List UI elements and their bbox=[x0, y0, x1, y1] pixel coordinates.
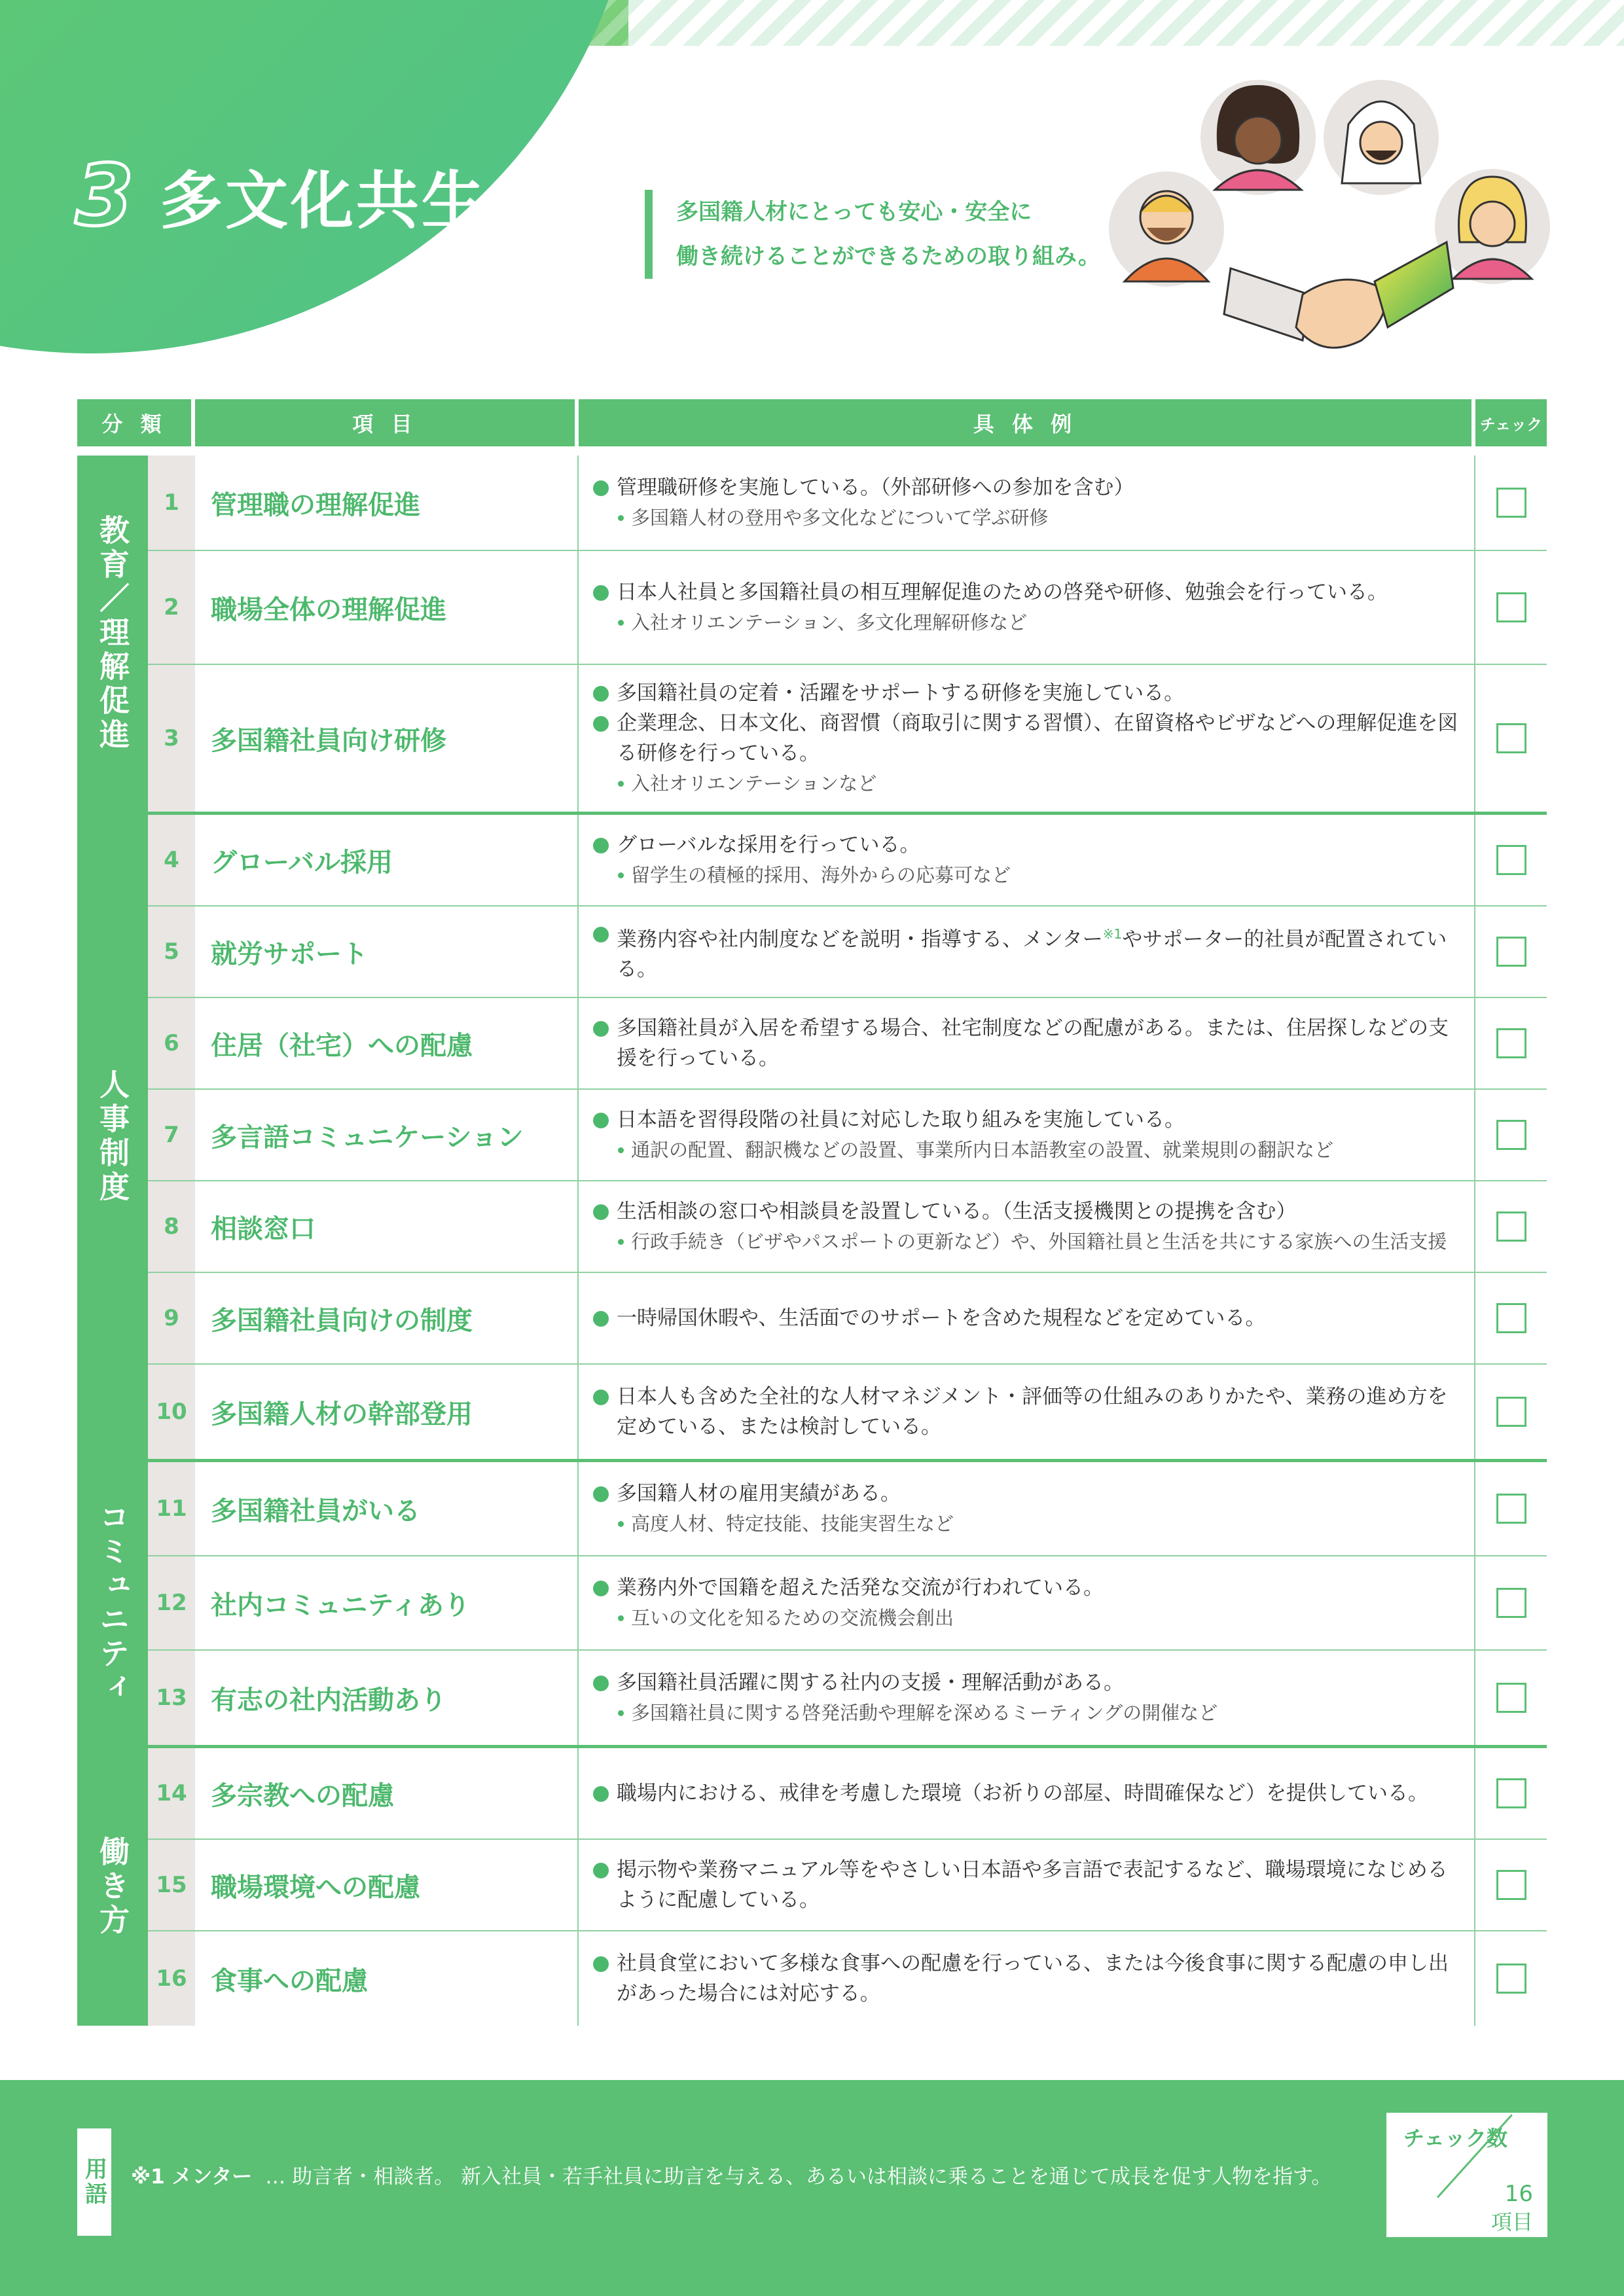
row-item: 相談窓口 bbox=[195, 1181, 579, 1272]
row-example bbox=[579, 1462, 1475, 1555]
example-bullet: 生活相談の窓口や相談員を設置している。（生活支援機関との提携を含む） bbox=[593, 1196, 1464, 1227]
example-bullet: 多国籍人材の雇用実績がある。 bbox=[593, 1479, 1464, 1509]
row-number: 7 bbox=[148, 1090, 195, 1180]
subtitle-line-1: 多国籍人材にとっても安心・安全に bbox=[676, 199, 1032, 225]
diverse-people-handshake-illustration bbox=[1106, 72, 1564, 373]
checkbox[interactable] bbox=[1496, 1683, 1526, 1713]
row-example bbox=[579, 998, 1475, 1088]
person-curly-hair-woman-icon bbox=[1200, 80, 1316, 195]
table-row bbox=[148, 1840, 1547, 1931]
row-example bbox=[579, 1273, 1475, 1363]
category-group bbox=[77, 1462, 1547, 1748]
row-example bbox=[579, 1748, 1475, 1839]
table-row bbox=[148, 1273, 1547, 1365]
row-example bbox=[579, 1556, 1475, 1649]
row-item: 多国籍社員向けの制度 bbox=[195, 1273, 579, 1363]
table-row bbox=[148, 1181, 1547, 1273]
checkbox[interactable] bbox=[1496, 845, 1526, 875]
table-body bbox=[77, 456, 1547, 2026]
check-cell bbox=[1475, 551, 1547, 664]
check-cell bbox=[1475, 1931, 1547, 2026]
table-row bbox=[148, 1931, 1547, 2026]
check-cell bbox=[1475, 1840, 1547, 1930]
page-title: 多文化共生 bbox=[160, 164, 488, 238]
check-cell bbox=[1475, 1462, 1547, 1555]
example-bullet: 掲示物や業務マニュアル等をやさしい日本語や多言語で表記するなど、職場環境になじめるように配慮している。 bbox=[593, 1855, 1464, 1915]
person-bearded-man-icon bbox=[1109, 171, 1224, 287]
checkbox[interactable] bbox=[1496, 1964, 1526, 1994]
example-bullet bbox=[593, 919, 1464, 984]
example-bullet: 業務内外で国籍を超えた活発な交流が行われている。 bbox=[593, 1573, 1464, 1603]
category-label: 人事制度 bbox=[77, 815, 148, 1459]
check-cell bbox=[1475, 665, 1547, 812]
glossary-definition: … 助言者・相談者。 新入社員・若手社員に助言を与える、あるいは相談に乗ることを通じて成長を促す人物を指す。 bbox=[265, 2165, 1332, 2189]
checkbox[interactable] bbox=[1496, 1778, 1526, 1808]
category-group bbox=[77, 456, 1547, 815]
example-sub-bullet: 入社オリエンテーションなど bbox=[593, 768, 1464, 798]
checkbox[interactable] bbox=[1496, 1120, 1526, 1150]
checkbox[interactable] bbox=[1496, 1494, 1526, 1524]
table-row bbox=[148, 1556, 1547, 1651]
check-cell bbox=[1475, 1181, 1547, 1272]
row-number: 11 bbox=[148, 1462, 195, 1555]
example-bullet: 多国籍社員の定着・活躍をサポートする研修を実施している。 bbox=[593, 678, 1464, 708]
example-sub-bullet: 通訳の配置、翻訳機などの設置、事業所内日本語教室の設置、就業規則の翻訳など bbox=[593, 1135, 1464, 1165]
check-cell bbox=[1475, 1748, 1547, 1839]
example-bullet: 多国籍社員活躍に関する社内の支援・理解活動がある。 bbox=[593, 1668, 1464, 1698]
row-item: 管理職の理解促進 bbox=[195, 456, 579, 550]
table-row bbox=[148, 551, 1547, 665]
row-number: 2 bbox=[148, 551, 195, 664]
checkbox[interactable] bbox=[1496, 1303, 1526, 1333]
check-cell bbox=[1475, 1273, 1547, 1363]
check-cell bbox=[1475, 456, 1547, 550]
check-cell bbox=[1475, 1365, 1547, 1459]
table-header bbox=[77, 399, 1547, 446]
example-bullet: 一時帰国休暇や、生活面でのサポートを含めた規程などを定めている。 bbox=[593, 1303, 1464, 1333]
subtitle-line-2: 働き続けることができるための取り組み。 bbox=[676, 243, 1101, 270]
row-number: 12 bbox=[148, 1556, 195, 1649]
glossary-tag: 用語 bbox=[77, 2128, 111, 2236]
row-item: 社内コミュニティあり bbox=[195, 1556, 579, 1649]
row-item: 食事への配慮 bbox=[195, 1931, 579, 2026]
example-sub-bullet: 多国籍人材の登用や多文化などについて学ぶ研修 bbox=[593, 503, 1464, 533]
check-count-label: チェック数 bbox=[1403, 2126, 1508, 2151]
check-cell bbox=[1475, 1651, 1547, 1745]
footnote-marker: ※1 bbox=[1102, 925, 1123, 942]
row-example bbox=[579, 1365, 1475, 1459]
category-label: 働き方 bbox=[77, 1748, 148, 2026]
row-item: 有志の社内活動あり bbox=[195, 1651, 579, 1745]
example-bullet: 日本人も含めた全社的な人材マネジメント・評価等の仕組みのありかたや、業務の進め方を定めている、または検討している。 bbox=[593, 1382, 1464, 1442]
section-number: 3 bbox=[75, 147, 134, 245]
example-sub-bullet: 入社オリエンテーション、多文化理解研修など bbox=[593, 607, 1464, 637]
check-cell bbox=[1475, 815, 1547, 905]
top-stripe-band bbox=[628, 0, 1624, 46]
row-item: 多国籍社員向け研修 bbox=[195, 665, 579, 812]
example-bullet: 職場内における、戒律を考慮した環境（お祈りの部屋、時間確保など）を提供している。 bbox=[593, 1778, 1464, 1808]
row-number: 16 bbox=[148, 1931, 195, 2026]
table-row bbox=[148, 998, 1547, 1090]
table-row bbox=[148, 1748, 1547, 1840]
row-example bbox=[579, 1651, 1475, 1745]
table-row bbox=[148, 1651, 1547, 1745]
header-check: チェック bbox=[1475, 399, 1547, 446]
row-example bbox=[579, 906, 1475, 997]
checklist-table bbox=[77, 399, 1547, 2026]
example-bullet: 日本人社員と多国籍社員の相互理解促進のための啓発や研修、勉強会を行っている。 bbox=[593, 577, 1464, 607]
example-sub-bullet: 行政手続き（ビザやパスポートの更新など）や、外国籍社員と生活を共にする家族への生活支援 bbox=[593, 1227, 1464, 1257]
handshake-icon bbox=[1224, 242, 1453, 348]
check-cell bbox=[1475, 1556, 1547, 1649]
row-example bbox=[579, 551, 1475, 664]
table-row bbox=[148, 1365, 1547, 1459]
table-row bbox=[148, 906, 1547, 998]
person-blonde-woman-icon bbox=[1435, 169, 1550, 284]
row-item: 職場全体の理解促進 bbox=[195, 551, 579, 664]
example-bullet: 管理職研修を実施している。（外部研修への参加を含む） bbox=[593, 473, 1464, 503]
category-group bbox=[77, 815, 1547, 1462]
category-group bbox=[77, 1748, 1547, 2026]
example-sub-bullet: 多国籍社員に関する啓発活動や理解を深めるミーティングの開催など bbox=[593, 1698, 1464, 1728]
checkbox[interactable] bbox=[1496, 1028, 1526, 1058]
checkbox[interactable] bbox=[1496, 723, 1526, 753]
checkbox[interactable] bbox=[1496, 488, 1526, 518]
table-row bbox=[148, 1090, 1547, 1181]
check-cell bbox=[1475, 1090, 1547, 1180]
checkbox[interactable] bbox=[1496, 1588, 1526, 1618]
row-item: 多言語コミュニケーション bbox=[195, 1090, 579, 1180]
example-bullet: グローバルな採用を行っている。 bbox=[593, 830, 1464, 860]
table-row bbox=[148, 815, 1547, 906]
header-category: 分 類 bbox=[77, 399, 195, 446]
row-number: 6 bbox=[148, 998, 195, 1088]
row-item: 住居（社宅）への配慮 bbox=[195, 998, 579, 1088]
row-item: 就労サポート bbox=[195, 906, 579, 997]
check-count-unit: 項目 bbox=[1490, 2210, 1533, 2234]
checkbox[interactable] bbox=[1496, 937, 1526, 967]
check-cell bbox=[1475, 906, 1547, 997]
row-item: 多国籍人材の幹部登用 bbox=[195, 1365, 579, 1459]
example-sub-bullet: 高度人材、特定技能、技能実習生など bbox=[593, 1509, 1464, 1539]
bullet-text-after: やサポーター的社員が配置されている。 bbox=[617, 927, 1447, 982]
category-label: 教育／理解促進 bbox=[77, 456, 148, 812]
checkbox[interactable] bbox=[1496, 592, 1526, 622]
glossary-term: ※1 メンター bbox=[131, 2165, 253, 2189]
row-number: 15 bbox=[148, 1840, 195, 1930]
person-headscarf-man-icon bbox=[1324, 80, 1439, 195]
checkbox[interactable] bbox=[1496, 1870, 1526, 1900]
row-item: 多国籍社員がいる bbox=[195, 1462, 579, 1555]
row-number: 1 bbox=[148, 456, 195, 550]
row-item: 職場環境への配慮 bbox=[195, 1840, 579, 1930]
row-number: 8 bbox=[148, 1181, 195, 1272]
row-example bbox=[579, 1931, 1475, 2026]
example-bullet: 多国籍社員が入居を希望する場合、社宅制度などの配慮がある。または、住居探しなどの支援を行っている。 bbox=[593, 1013, 1464, 1073]
check-count-total: 16 bbox=[1504, 2181, 1533, 2207]
example-sub-bullet: 互いの文化を知るための交流機会創出 bbox=[593, 1603, 1464, 1633]
example-bullet: 社員食堂において多様な食事への配慮を行っている、または今後食事に関する配慮の申し出があった場合には対応する。 bbox=[593, 1948, 1464, 2009]
checkbox[interactable] bbox=[1496, 1211, 1526, 1242]
row-example bbox=[579, 1181, 1475, 1272]
check-count-box bbox=[1386, 2113, 1547, 2237]
bullet-text-before: 業務内容や社内制度などを説明・指導する、メンター bbox=[617, 927, 1103, 952]
example-bullet: 日本語を習得段階の社員に対応した取り組みを実施している。 bbox=[593, 1105, 1464, 1135]
row-example bbox=[579, 1090, 1475, 1180]
category-label: コミュニティ bbox=[77, 1462, 148, 1745]
row-number: 14 bbox=[148, 1748, 195, 1839]
row-item: グローバル採用 bbox=[195, 815, 579, 905]
row-example bbox=[579, 456, 1475, 550]
example-sub-bullet: 留学生の積極的採用、海外からの応募可など bbox=[593, 860, 1464, 890]
row-number: 13 bbox=[148, 1651, 195, 1745]
example-bullet: 企業理念、日本文化、商習慣（商取引に関する習慣）、在留資格やビザなどへの理解促進を図る研修を行っている。 bbox=[593, 708, 1464, 768]
check-cell bbox=[1475, 998, 1547, 1088]
section-heading bbox=[75, 147, 487, 245]
checkbox[interactable] bbox=[1496, 1397, 1526, 1427]
header-example: 具 体 例 bbox=[579, 399, 1475, 446]
header-item: 項 目 bbox=[195, 399, 579, 446]
glossary-note bbox=[131, 2160, 1332, 2189]
row-number: 9 bbox=[148, 1273, 195, 1363]
row-example bbox=[579, 1840, 1475, 1930]
row-number: 10 bbox=[148, 1365, 195, 1459]
row-example bbox=[579, 665, 1475, 812]
row-example bbox=[579, 815, 1475, 905]
row-number: 5 bbox=[148, 906, 195, 997]
row-number: 3 bbox=[148, 665, 195, 812]
table-row bbox=[148, 665, 1547, 812]
row-item: 多宗教への配慮 bbox=[195, 1748, 579, 1839]
table-row bbox=[148, 1462, 1547, 1556]
row-number: 4 bbox=[148, 815, 195, 905]
table-row bbox=[148, 456, 1547, 551]
subtitle bbox=[645, 190, 1100, 279]
